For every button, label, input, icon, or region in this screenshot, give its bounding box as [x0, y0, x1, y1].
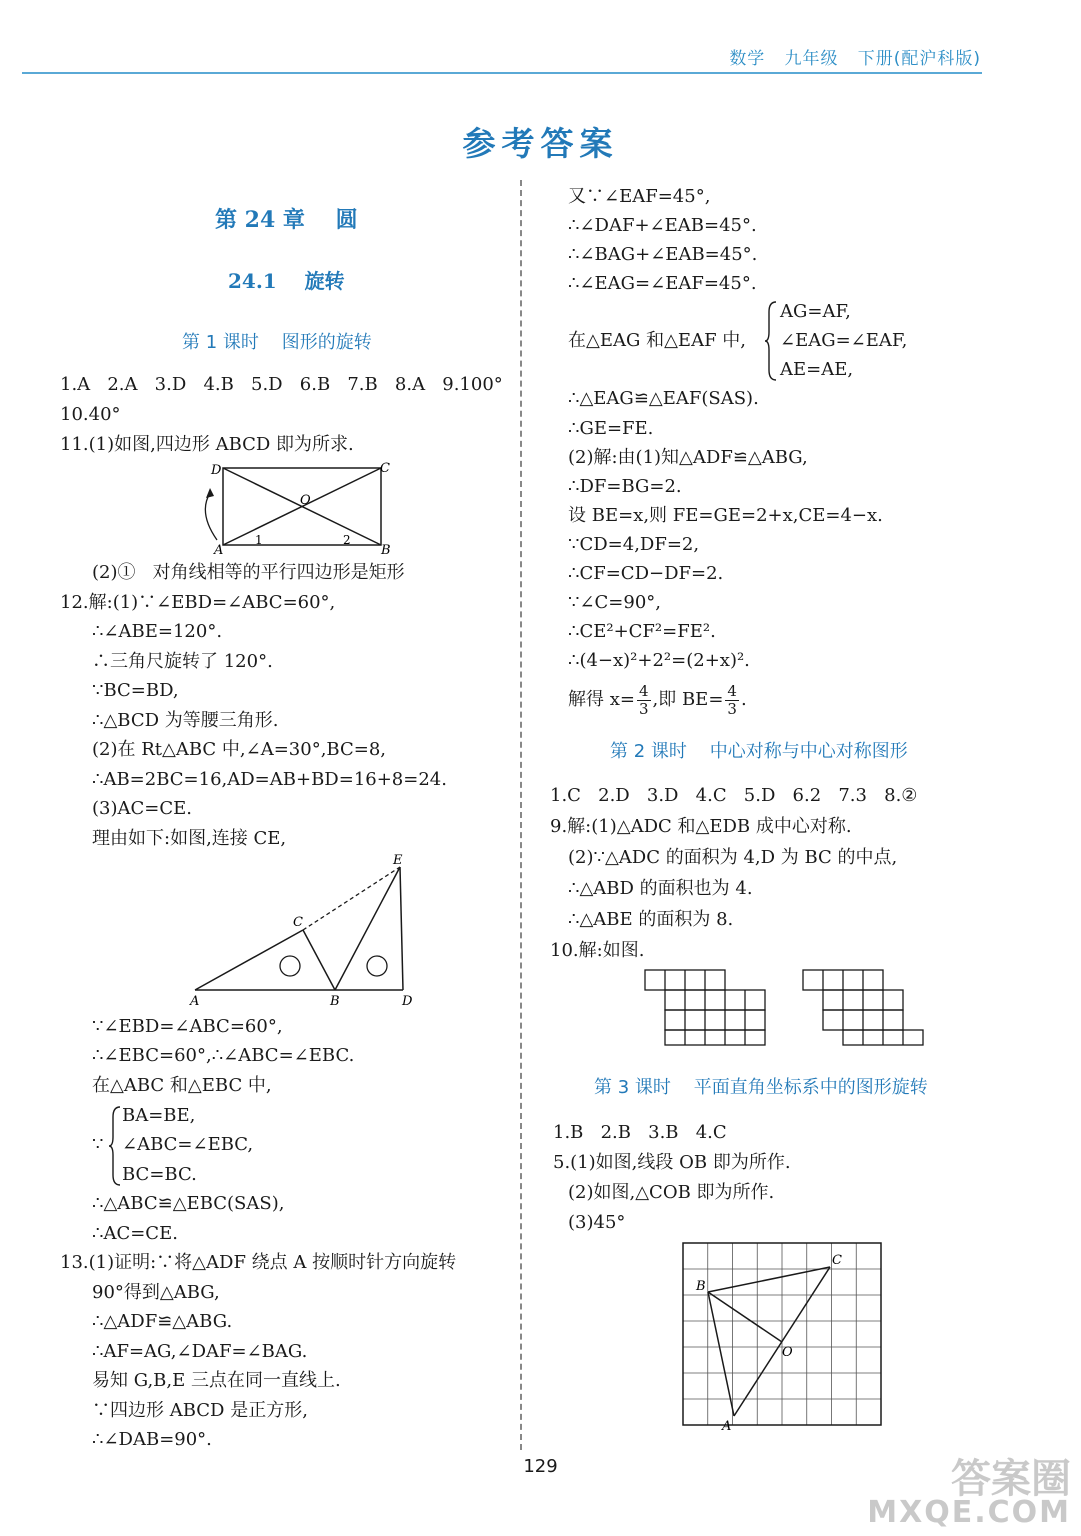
answer-line: ∵∠EBD=∠ABC=60°, — [92, 1016, 283, 1037]
answer-line: 11.(1)如图,四边形 ABCD 即为所求. — [60, 434, 354, 455]
answer-line: 1.C 2.D 3.D 4.C 5.D 6.2 7.3 8.② — [550, 785, 918, 806]
answer-line: 12.解:(1)∵∠EBD=∠ABC=60°, — [60, 592, 336, 613]
answer-line: ∴DF=BG=2. — [568, 476, 682, 497]
running-header: 数学 九年级 下册(配沪科版) — [729, 49, 981, 69]
answer-line: ∴△BCD 为等腰三角形. — [92, 710, 279, 731]
answer-line: 90°得到△ABG, — [92, 1282, 220, 1303]
answer-line: 13.(1)证明:∵将△ADF 绕点 A 按顺时针方向旋转 — [60, 1252, 457, 1273]
answer-line: ∴(4−x)²+2²=(2+x)². — [568, 650, 750, 671]
watermark-logo — [867, 1456, 1071, 1530]
answer-line: 5.(1)如图,线段 OB 即为所作. — [553, 1152, 791, 1173]
answer-line: 易知 G,B,E 三点在同一直线上. — [92, 1370, 341, 1391]
answer-line: 9.解:(1)△ADC 和△EDB 成中心对称. — [550, 816, 852, 837]
label-B: B — [330, 994, 340, 1009]
answer-line: ∴△ABC≌△EBC(SAS), — [92, 1193, 285, 1214]
answer-line: ∴三角尺旋转了 120°. — [92, 651, 273, 672]
answer-line: ∵四边形 ABCD 是正方形, — [92, 1400, 308, 1421]
lesson-3-heading: 第 3 课时 平面直角坐标系中的图形旋转 — [594, 1077, 928, 1098]
fraction-numerator: 4 — [727, 681, 737, 700]
answer-line: ∴△ABE 的面积为 8. — [568, 909, 734, 930]
coordinate-grid-figure — [680, 1240, 885, 1430]
fraction — [637, 683, 651, 718]
answer-line: ∴△ADF≌△ABG. — [92, 1311, 233, 1332]
answer-line: AE=AE, — [780, 359, 854, 380]
label-D: D — [402, 994, 413, 1009]
answer-line: 10.40° — [60, 404, 121, 425]
fraction-numerator: 4 — [638, 681, 649, 700]
label-E: E — [393, 853, 403, 868]
label-angle-1: 1 — [255, 533, 263, 547]
chapter-heading: 第 24 章 圆 — [215, 207, 358, 233]
right-brace — [764, 300, 778, 382]
label-B: B — [696, 1279, 706, 1294]
answer-line: (2)在 Rt△ABC 中,∠A=30°,BC=8, — [92, 739, 387, 760]
rectangle-figure — [190, 458, 405, 558]
answer-line: ∴∠EBC=60°,∴∠ABC=∠EBC. — [92, 1045, 355, 1066]
answer-line: ∴∠BAG+∠EAB=45°. — [568, 244, 758, 265]
triangle-figure — [185, 850, 425, 1010]
answer-line — [568, 680, 747, 720]
label-B: B — [381, 543, 391, 558]
answer-line: 在△ABC 和△EBC 中, — [92, 1075, 272, 1096]
label-O: O — [300, 493, 311, 508]
label-D: D — [211, 463, 222, 478]
answer-line: 理由如下:如图,连接 CE, — [92, 828, 287, 849]
page-title: 参考答案 — [462, 124, 619, 163]
answer-line: (2)如图,△COB 即为所作. — [568, 1182, 775, 1203]
answer-line: ∠ABC=∠EBC, — [122, 1134, 254, 1155]
label-A: A — [190, 994, 200, 1009]
answer-line: (2)解:由(1)知△ADF≌△ABG, — [568, 447, 808, 468]
label-O: O — [782, 1345, 793, 1360]
answer-line: 10.解:如图. — [550, 940, 645, 961]
section-heading: 24.1 旋转 — [228, 269, 345, 293]
answer-line: ∴AF=AG,∠DAF=∠BAG. — [92, 1341, 308, 1362]
answer-line: BA=BE, — [122, 1105, 196, 1126]
text: 解得 x= — [568, 689, 635, 710]
answer-line: 1.B 2.B 3.B 4.C — [553, 1122, 727, 1143]
answer-line: ∴△EAG≌△EAF(SAS). — [568, 388, 759, 409]
watermark-text: 答案圈 — [951, 1456, 1071, 1502]
answer-line: ∴∠DAB=90°. — [92, 1429, 212, 1450]
lesson-2-heading: 第 2 课时 中心对称与中心对称图形 — [610, 741, 908, 762]
answer-line: ∴GE=FE. — [568, 418, 654, 439]
answer-line: ∴AC=CE. — [92, 1223, 178, 1244]
answer-line: ∴CF=CD−DF=2. — [568, 563, 724, 584]
label-A: A — [214, 543, 224, 558]
answer-line: 1.A 2.A 3.D 4.B 5.D 6.B 7.B 8.A 9.100° — [60, 374, 503, 395]
header-rule — [22, 72, 982, 74]
answer-line: (3)AC=CE. — [92, 798, 192, 819]
answer-line: AG=AF, — [780, 301, 851, 322]
watermark-domain: MXQE.COM — [867, 1495, 1071, 1530]
answer-line: 又∵∠EAF=45°, — [568, 186, 711, 207]
label-A: A — [722, 1419, 732, 1430]
fraction — [725, 683, 739, 718]
lesson-1-heading: 第 1 课时 图形的旋转 — [182, 332, 372, 353]
answer-line: 在△EAG 和△EAF 中, — [568, 330, 746, 351]
answer-line: (2)① 对角线相等的平行四边形是矩形 — [92, 562, 405, 583]
answer-line: ∠EAG=∠EAF, — [780, 330, 908, 351]
text: . — [740, 689, 747, 710]
fraction-denominator: 3 — [727, 699, 737, 718]
text: ,即 BE= — [652, 689, 724, 710]
label-angle-2: 2 — [343, 533, 351, 547]
answer-line: ∵∠C=90°, — [568, 592, 662, 613]
answer-line: ∴∠ABE=120°. — [92, 621, 223, 642]
answer-line: ∴CE²+CF²=FE². — [568, 621, 716, 642]
label-C: C — [293, 915, 303, 930]
answer-line: (2)∵△ADC 的面积为 4,D 为 BC 的中点, — [568, 847, 898, 868]
answer-line: BC=BC. — [122, 1164, 197, 1185]
answer-line: ∴△ABD 的面积也为 4. — [568, 878, 753, 899]
answer-line: ∴∠DAF+∠EAB=45°. — [568, 215, 757, 236]
label-C: C — [380, 461, 390, 476]
column-divider — [520, 180, 522, 1450]
because-symbol: ∵ — [92, 1134, 104, 1155]
grid-shapes-figure — [640, 965, 930, 1047]
answer-line: ∵BC=BD, — [92, 680, 179, 701]
answer-line: ∴AB=2BC=16,AD=AB+BD=16+8=24. — [92, 769, 447, 790]
label-C: C — [832, 1253, 842, 1268]
fraction-denominator: 3 — [638, 699, 649, 718]
page-number: 129 — [523, 1456, 558, 1477]
answer-line: ∴∠EAG=∠EAF=45°. — [568, 273, 757, 294]
answer-line: ∵CD=4,DF=2, — [568, 534, 700, 555]
answer-line: 设 BE=x,则 FE=GE=2+x,CE=4−x. — [568, 505, 883, 526]
left-brace — [108, 1105, 122, 1187]
answer-line: (3)45° — [568, 1212, 626, 1233]
